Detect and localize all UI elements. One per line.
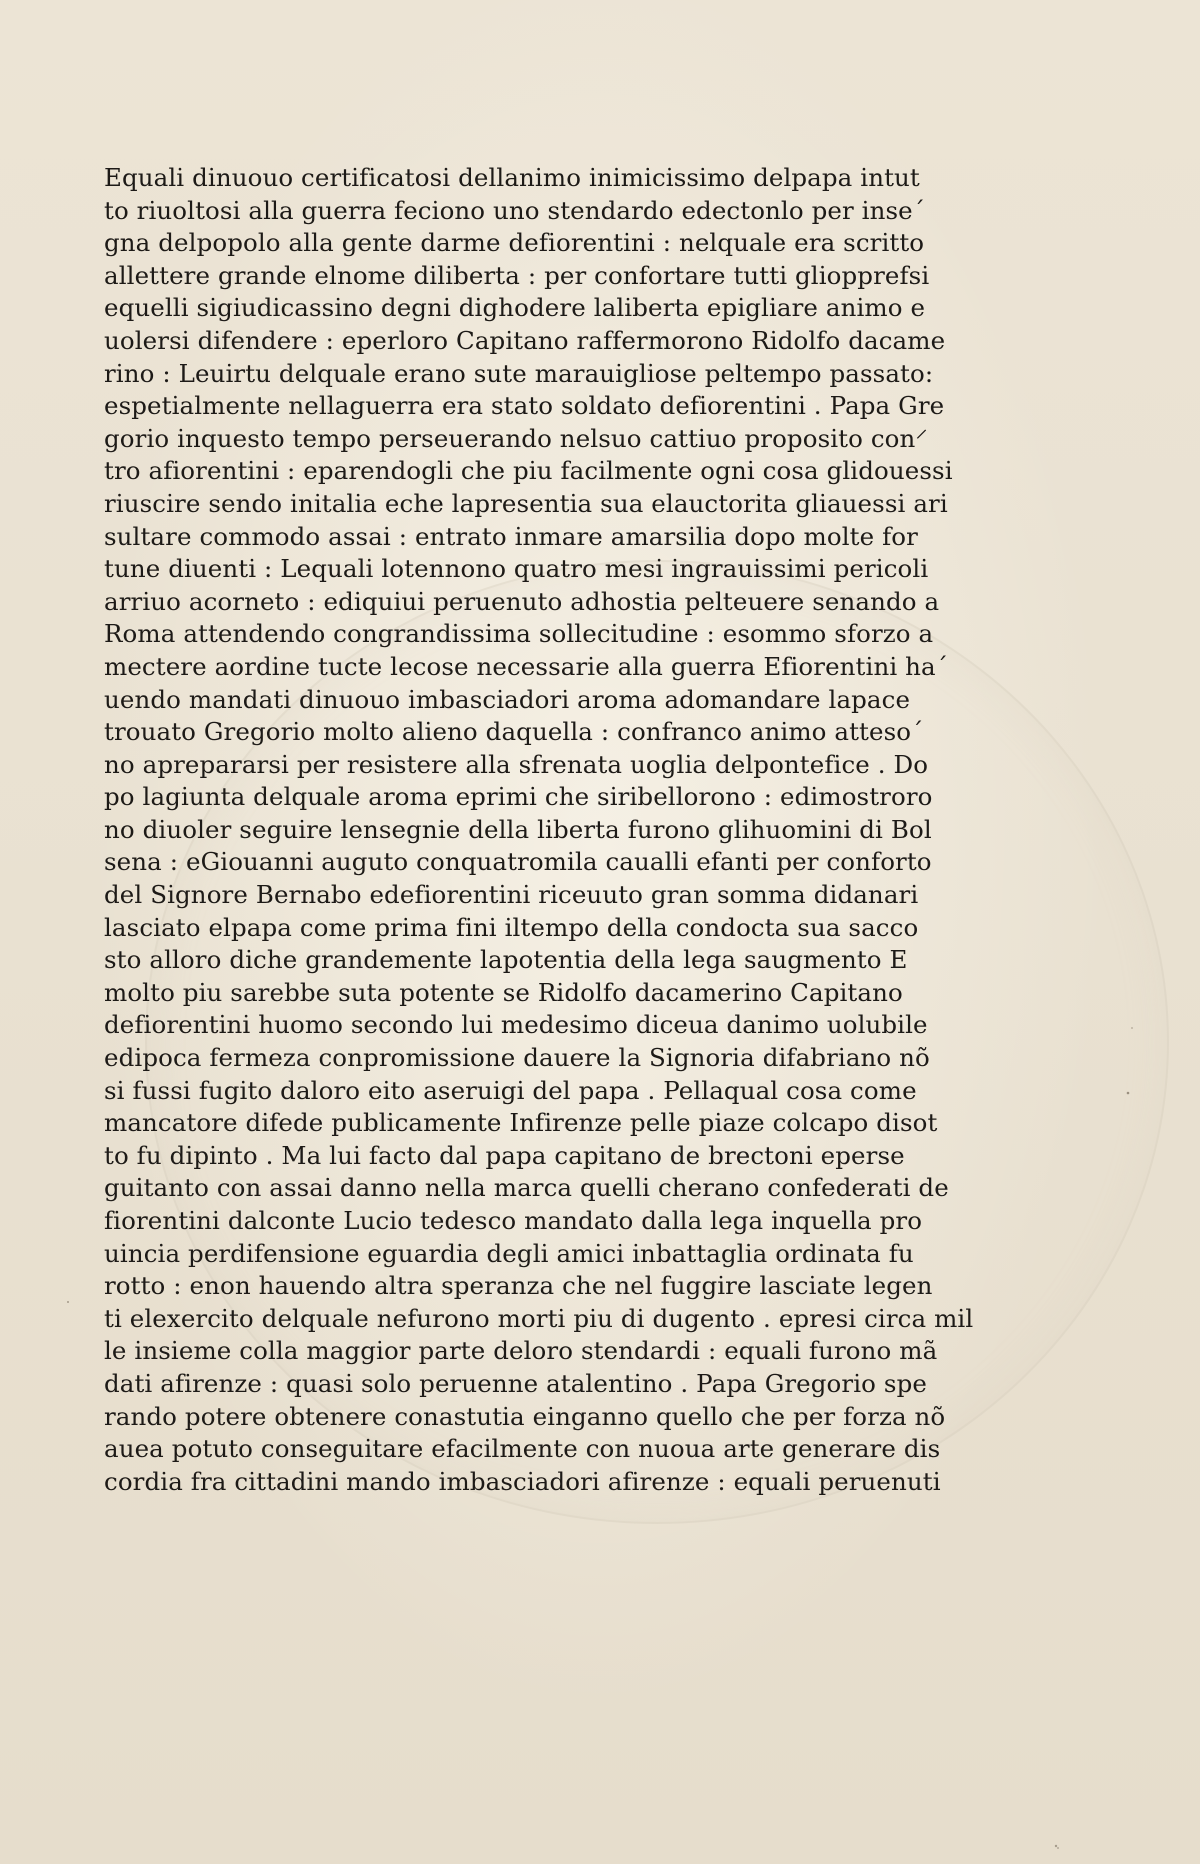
text-line: rotto : enon hauendo altra speranza che nel fuggire lasciate legen: [104, 1271, 933, 1301]
text-line: no diuoler seguire lensegnie della liberta furono glihuomini di Bol: [104, 814, 932, 844]
text-line: uolersi difendere : eperloro Capitano raffermorono Ridolfo dacame: [104, 325, 946, 355]
text-line: espetialmente nellaguerra era stato soldato defiorentini . Papa Gre: [104, 391, 945, 421]
body-text: [104, 162, 974, 1498]
text-line: to fu dipinto . Ma lui facto dal papa capitano de brectoni eperse: [104, 1140, 905, 1170]
text-line: lasciato elpapa come prima fini iltempo della condocta sua sacco: [104, 912, 919, 942]
text-line: gorio inquesto tempo perseuerando nelsuo cattiuo proposito con⸍: [104, 423, 928, 453]
text-line: po lagiunta delquale aroma eprimi che siribellorono : edimostroro: [104, 782, 933, 812]
text-line: sultare commodo assai : entrato inmare amarsilia dopo molte for: [104, 521, 918, 551]
text-line: del Signore Bernabo edefiorentini riceuuto gran somma didanari: [104, 880, 919, 910]
text-line: uincia perdifensione eguardia degli amici inbattaglia ordinata fu: [104, 1238, 914, 1268]
text-line: edipoca fermeza conpromissione dauere la Signoria difabriano nõ: [104, 1043, 930, 1073]
text-line: le insieme colla maggior parte deloro stendardi : equali furono mã: [104, 1336, 938, 1366]
text-line: mancatore difede publicamente Infirenze pelle piaze colcapo disot: [104, 1108, 938, 1138]
text-line: auea potuto conseguitare efacilmente con nuoua arte generare dis: [104, 1434, 941, 1464]
text-line: si fussi fugito daloro eito aseruigi del papa . Pellaqual cosa come: [104, 1075, 917, 1105]
text-line: guitanto con assai danno nella marca quelli cherano confederati de: [104, 1173, 949, 1203]
text-line: allettere grande elnome diliberta : per confortare tutti gliopprefsi: [104, 260, 930, 290]
speck: [1055, 1845, 1057, 1847]
speck: [1057, 1847, 1059, 1849]
text-line: dati afirenze : quasi solo peruenne atalentino . Papa Gregorio spe: [104, 1368, 927, 1398]
text-line: fiorentini dalconte Lucio tedesco mandato dalla lega inquella pro: [104, 1206, 923, 1235]
text-line: molto piu sarebbe suta potente se Ridolfo dacamerino Capitano: [104, 977, 903, 1007]
text-line: rando potere obtenere conastutia einganno quello che per forza nõ: [104, 1401, 946, 1431]
text-line: equelli sigiudicassino degni dighodere laliberta epigliare animo e: [104, 293, 926, 323]
text-line: Equali dinuouo certificatosi dellanimo inimicissimo delpapa intut: [104, 163, 920, 192]
text-line: ti elexercito delquale nefurono morti piu di dugento . epresi circa mil: [104, 1303, 974, 1333]
text-line: tune diuenti : Lequali lotennono quatro mesi ingrauissimi pericoli: [104, 554, 929, 584]
speck: [67, 1301, 69, 1303]
text-line: cordia fra cittadini mando imbasciadori afirenze : equali peruenuti: [104, 1466, 941, 1496]
text-line: arriuo acorneto : ediquiui peruenuto adhostia pelteuere senando a: [104, 586, 940, 616]
text-line: to riuoltosi alla guerra feciono uno stendardo edectonlo per inse´: [104, 195, 926, 225]
text-line: riuscire sendo initalia eche lapresentia sua elauctorita gliauessi ari: [104, 488, 948, 518]
text-line: sto alloro diche grandemente lapotentia della lega saugmento E: [104, 945, 908, 975]
text-line: tro afiorentini : eparendogli che piu facilmente ogni cosa glidouessi: [104, 456, 953, 486]
text-line: no aprepararsi per resistere alla sfrenata uoglia delpontefice . Do: [104, 749, 929, 779]
text-line: sena : eGiouanni auguto conquatromila caualli efanti per conforto: [104, 847, 932, 877]
text-line: trouato Gregorio molto alieno daquella : confranco animo atteso´: [104, 717, 924, 747]
text-line: rino : Leuirtu delquale erano sute marauigliose peltempo passato:: [104, 358, 934, 388]
text-line: mectere aordine tucte lecose necessarie alla guerra Efiorentini ha´: [104, 651, 949, 681]
text-line: gna delpopolo alla gente darme defiorentini : nelquale era scritto: [104, 228, 925, 258]
text-line: uendo mandati dinuouo imbasciadori aroma adomandare lapace: [104, 684, 911, 714]
text-line: Roma attendendo congrandissima sollecitudine : esommo sforzo a: [104, 619, 934, 649]
text-line: defiorentini huomo secondo lui medesimo diceua danimo uolubile: [104, 1010, 928, 1040]
